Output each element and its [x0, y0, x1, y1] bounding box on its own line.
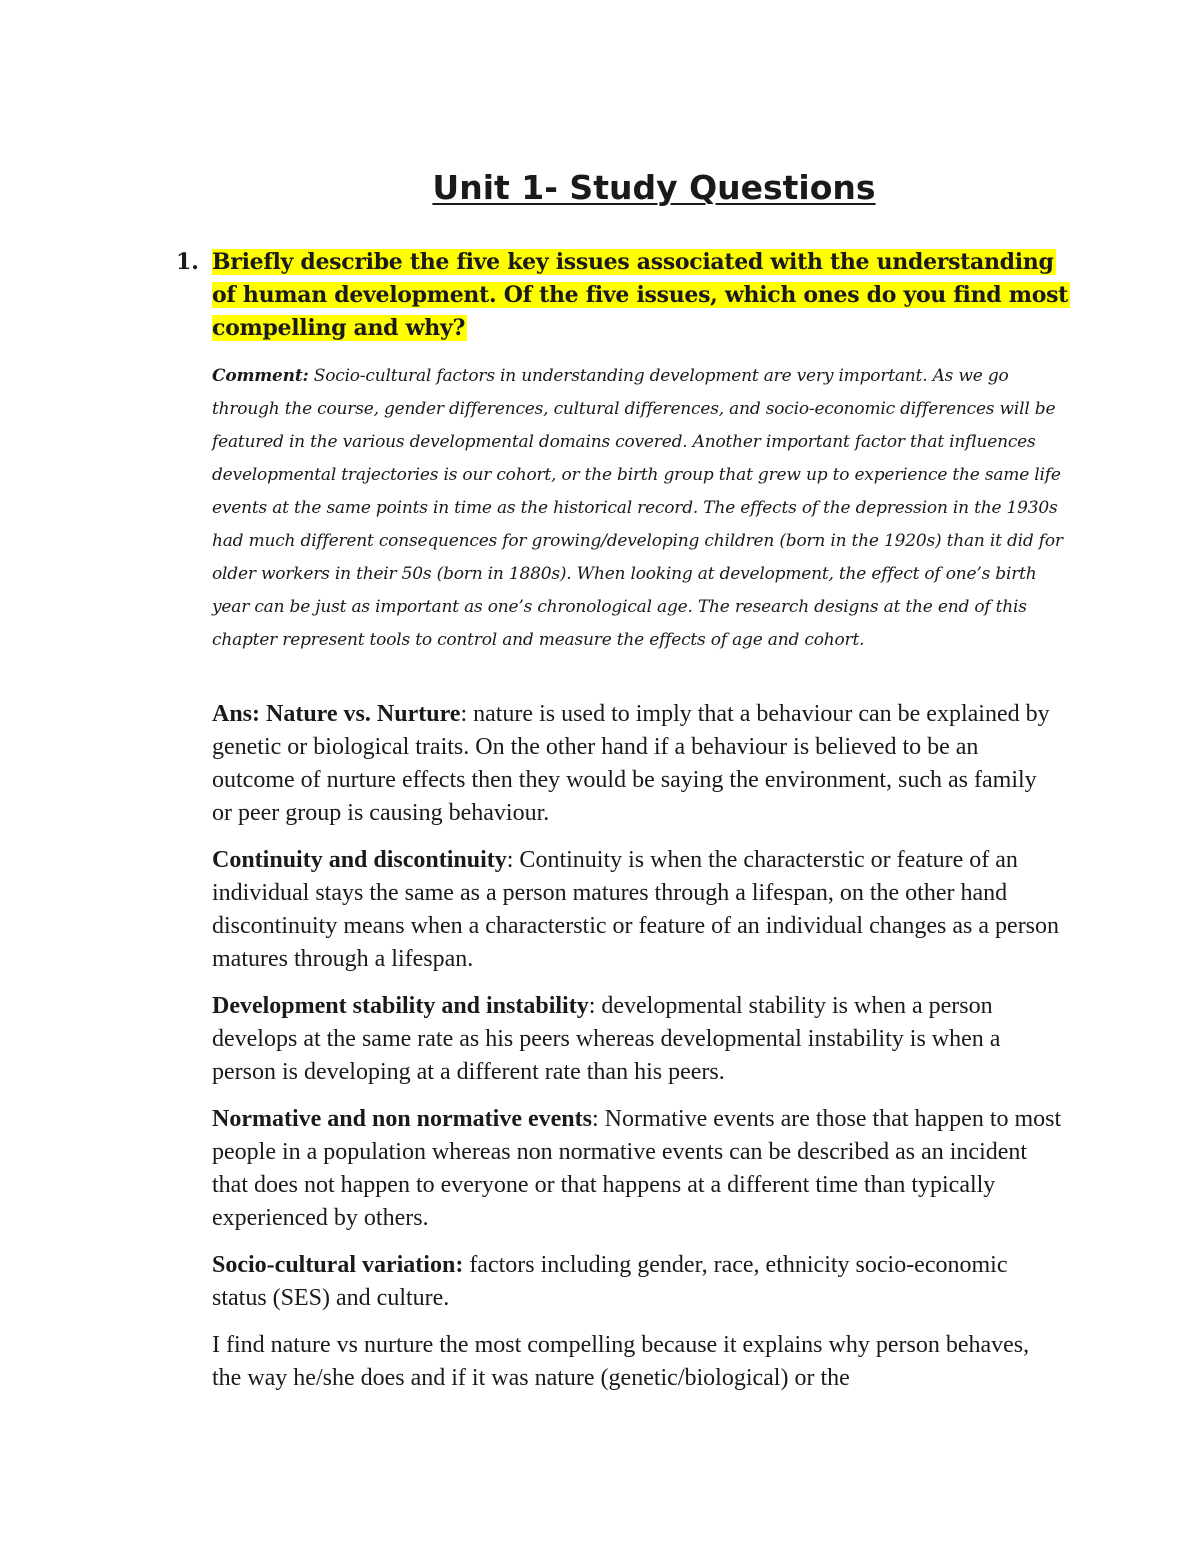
answer-term: Ans: Nature vs. Nurture — [212, 701, 461, 727]
answer-paragraph-nature-nurture — [212, 698, 1062, 830]
answer-term: Continuity and discontinuity — [212, 847, 507, 873]
question-highlight: Briefly describe the five key issues associated with the understanding of human development. Of the five issues, which ones do you find most compelling and why? — [212, 249, 1069, 341]
answer-text: factors including gender, race, ethnicity socio-economic status (SES) and culture. — [212, 1252, 1008, 1311]
page-title: Unit 1- Study Questions — [432, 168, 876, 207]
answer-text: : Normative events are those that happen to most people in a population whereas non normative events can be described as an incident that does not happen to everyone or that happens at a different time than typically experienced by others. — [212, 1106, 1062, 1231]
answer-paragraph-normative — [212, 1103, 1062, 1235]
comment-label: Comment: — [212, 366, 309, 386]
answer-text: : nature is used to imply that a behaviour can be explained by genetic or biological traits. On the other hand if a behaviour is believed to be an outcome of nurture effects then they would be saying the environment, such as family or peer group is causing behaviour. — [212, 701, 1050, 826]
answer-term: Normative and non normative events — [212, 1106, 592, 1132]
answer-term: Socio-cultural variation: — [212, 1252, 464, 1278]
comment-text: Socio-cultural factors in understanding development are very important. As we go through the course, gender differences, cultural differences, and socio-economic differences will be featured in the various developmental domains covered. Another important factor that influences developmental trajectories is our cohort, or the birth group that grew up to experience the same life events at the same points in time as the historical record. The effects of the depression in the 1930s had much different consequences for growing/developing children (born in the 1920s) than it did for older workers in their 50s (born in 1880s). When looking at development, the effect of one’s birth year can be just as important as one’s chronological age. The research designs at the end of this chapter represent tools to control and measure the effects of age and cohort. — [212, 366, 1063, 650]
comment-paragraph — [212, 360, 1072, 657]
answer-text: : developmental stability is when a person develops at the same rate as his peers whereas developmental instability is when a person is developing at a different rate than his peers. — [212, 993, 1001, 1085]
answer-text: : Continuity is when the characterstic or feature of an individual stays the same as a person matures through a lifespan, on the other hand discontinuity means when a characterstic or feature of an individual changes as a person matures through a lifespan. — [212, 847, 1060, 972]
question-text — [212, 246, 1072, 345]
answers-section — [212, 698, 1062, 1409]
answer-term: Development stability and instability — [212, 993, 589, 1019]
answer-paragraph-stability — [212, 990, 1062, 1089]
question-number: 1. — [176, 249, 199, 275]
answer-paragraph-socio-cultural — [212, 1249, 1062, 1315]
conclusion-paragraph: I find nature vs nurture the most compelling because it explains why person behaves, the way he/she does and if it was nature (genetic/biological) or the — [212, 1332, 1030, 1391]
answer-paragraph-continuity — [212, 844, 1062, 976]
